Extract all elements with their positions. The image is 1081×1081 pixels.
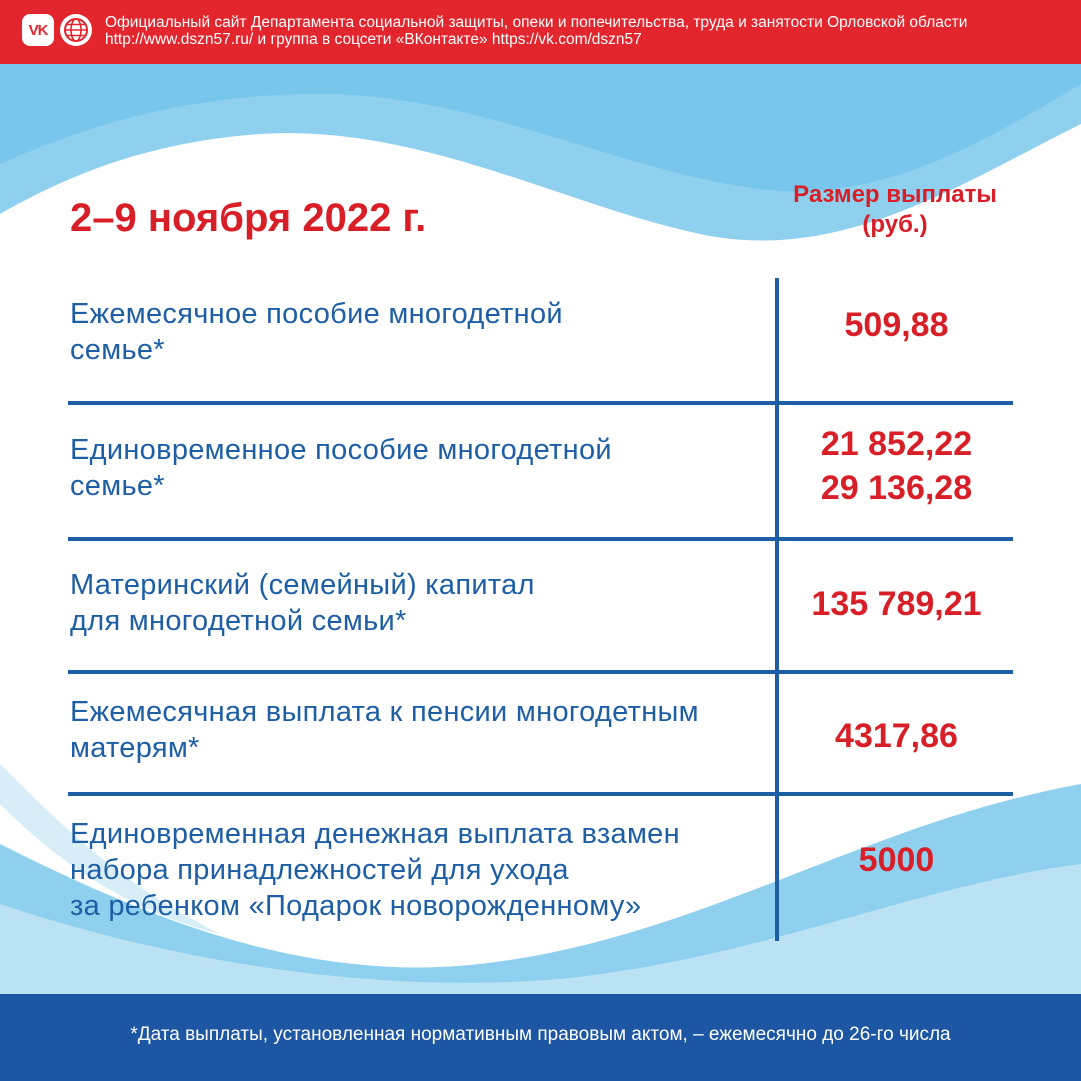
label-line: семье*: [70, 334, 165, 366]
column-header-line-2: (руб.): [862, 211, 928, 238]
payment-amount: 4317,86: [835, 717, 958, 755]
globe-icon[interactable]: [60, 14, 92, 46]
label-line: Единовременная денежная выплата взамен: [70, 818, 680, 850]
table-row-value: [780, 303, 1013, 347]
table-row-label: [70, 296, 770, 368]
payment-amount: 5000: [858, 841, 935, 879]
vk-logo-text: VK: [28, 21, 48, 39]
vk-icon[interactable]: [22, 14, 54, 46]
header-line-2[interactable]: http://www.dszn57.ru/ и группа в соцсети «ВКонтакте» https://vk.com/dszn57: [105, 31, 642, 48]
payment-amount: 29 136,28: [820, 469, 973, 507]
label-line: набора принадлежностей для ухода: [70, 854, 569, 886]
label-line: для многодетной семьи*: [70, 605, 407, 637]
column-divider: [775, 278, 779, 941]
label-line: Ежемесячное пособие многодетной: [70, 298, 563, 330]
payment-amount: 135 789,21: [811, 585, 982, 623]
label-line: семье*: [70, 470, 165, 502]
footer-note: *Дата выплаты, установленная нормативным правовым актом, – ежемесячно до 26-го числа: [130, 1024, 951, 1045]
table-row-label: [70, 816, 770, 924]
row-divider: [68, 670, 1013, 674]
column-header-line-1: Размер выплаты: [793, 181, 997, 208]
column-header: [770, 180, 1020, 240]
row-divider: [68, 537, 1013, 541]
table-row-value: [780, 422, 1013, 510]
row-divider: [68, 792, 1013, 796]
table-row-label: [70, 432, 770, 504]
label-line: Материнский (семейный) капитал: [70, 569, 535, 601]
site-header: [0, 0, 1081, 64]
header-text: [105, 14, 967, 48]
social-icons: [22, 14, 92, 46]
table-row-value: [780, 838, 1013, 882]
payment-amount: 509,88: [844, 306, 949, 344]
payment-amount: 21 852,22: [820, 425, 973, 463]
table-row-value: [780, 714, 1013, 758]
table-row-label: [70, 694, 770, 766]
footer: [0, 994, 1081, 1081]
table-row-label: [70, 567, 770, 639]
label-line: матерям*: [70, 732, 200, 764]
page-title: 2–9 ноября 2022 г.: [70, 196, 427, 240]
label-line: Ежемесячная выплата к пенсии многодетным: [70, 696, 699, 728]
table-row-value: [780, 582, 1013, 626]
label-line: за ребенком «Подарок новорожденному»: [70, 890, 642, 922]
header-line-1: Официальный сайт Департамента социальной защиты, опеки и попечительства, труда и занятости Орловской области: [105, 14, 968, 31]
globe-icon-graphic: [63, 17, 89, 43]
label-line: Единовременное пособие многодетной: [70, 434, 612, 466]
row-divider: [68, 401, 1013, 405]
